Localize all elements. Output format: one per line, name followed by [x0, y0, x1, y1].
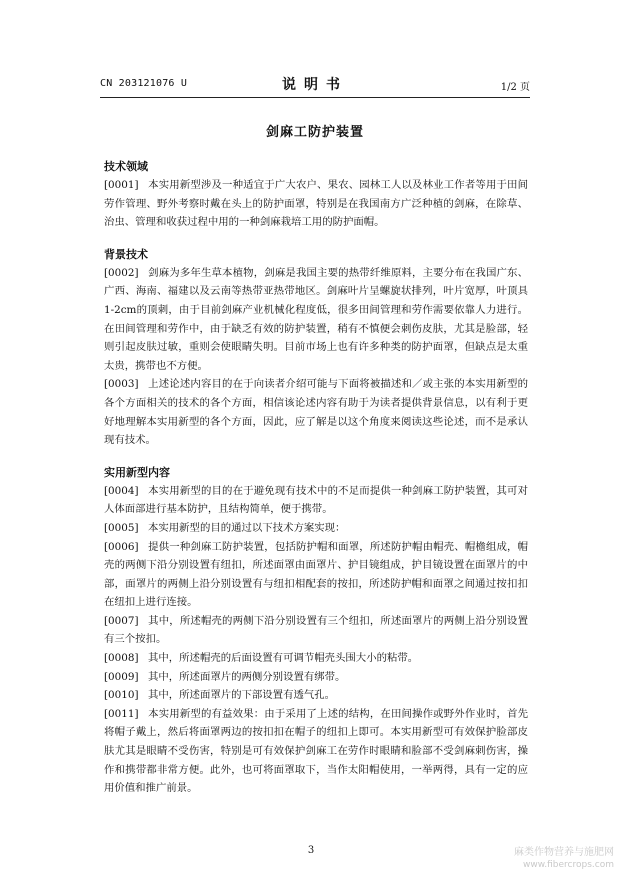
paragraph-number: [0009] — [104, 670, 139, 683]
paragraph-0010 — [104, 686, 528, 705]
section-heading: 实用新型内容 — [104, 465, 170, 479]
paragraph-text: 上述论述内容目的在于向读者介绍可能与下面将被描述和／或主张的本实用新型的各个方面相关的技术的各个方面，相信该论述内容有助于为读者提供背景信息，以有利于更好地理解本实用新型的各个方面，因此，应了解是以这个角度来阅读这些论述，而不是承认现有技术。 — [104, 378, 528, 447]
document-body — [104, 158, 528, 798]
paragraph-number: [0007] — [104, 614, 139, 627]
paragraph-text: 其中，所述面罩片的两侧分别设置有绑带。 — [148, 670, 346, 683]
paragraph-0011 — [104, 705, 528, 798]
watermark-site-name: 麻类作物营养与施肥网 — [514, 847, 614, 858]
paragraph-number: [0011] — [104, 707, 139, 720]
paragraph-0009 — [104, 668, 528, 687]
page-number: 3 — [307, 845, 315, 856]
document-title: 剑麻工防护装置 — [265, 125, 364, 140]
paragraph-number: [0006] — [104, 540, 139, 553]
paragraph-number: [0002] — [104, 266, 139, 279]
paragraph-text: 本实用新型涉及一种适宜于广大农户、果农、园林工人以及林业工作者等用于田间劳作管理、野外考察时戴在头上的防护面罩，特别是在我国南方广泛种植的剑麻，在除草、治虫、管理和收获过程中用的一种剑麻栽培工用的防护面帽。 — [104, 179, 528, 229]
paragraph-text: 本实用新型的目的在于避免现有技术中的不足而提供一种剑麻工防护装置，其可对人体面部进行基本防护，且结构简单，便于携带。 — [104, 484, 528, 516]
paragraph-number: [0010] — [104, 689, 139, 702]
header-rule — [100, 97, 530, 98]
paragraph-0005 — [104, 519, 528, 538]
paragraph-0004 — [104, 482, 528, 519]
paragraph-0003 — [104, 375, 528, 449]
paragraph-number: [0001] — [104, 179, 139, 191]
paragraph-text: 其中，所述帽壳的后面设置有可调节帽壳头围大小的粘带。 — [148, 652, 419, 665]
header-title: 说明书 — [282, 77, 348, 93]
site-watermark — [514, 846, 614, 872]
section-heading: 背景技术 — [104, 247, 148, 261]
paragraph-number: [0003] — [104, 378, 139, 391]
page-indicator: 1/2 页 — [500, 82, 530, 93]
paragraph-0001 — [104, 176, 528, 232]
paragraph-text: 其中，所述帽壳的两侧下沿分别设置有三个纽扣，所述面罩片的两侧上沿分别设置有三个按扣。 — [104, 614, 528, 646]
paragraph-text: 本实用新型的有益效果：由于采用了上述的结构，在田间操作或野外作业时，首先将帽子戴上，然后将面罩两边的按扣扣在帽子的纽扣上即可。本实用新型可有效保护脸部皮肤尤其是眼睛不受伤害，特别是可有效保护剑麻工在劳作时眼睛和脸部不受剑麻刺伤害，操作和携带都非常方便。此外，也可将面罩取下，当作太阳帽使用，一举两得，具有一定的应用价值和推广前景。 — [104, 707, 528, 795]
paragraph-text: 剑麻为多年生草本植物，剑麻是我国主要的热带纤维原料，主要分布在我国广东、广西、海南、福建以及云南等热带亚热带地区。剑麻叶片呈螺旋状排列，叶片宽厚，叶顶具1-2cm的顶刺，由于目前剑麻产业机械化程度低，很多田间管理和劳作需要依靠人力进行。在田间管理和劳作中，由于缺乏有效的防护装置，稍有不慎便会刺伤皮肤，尤其是脸部，轻则引起皮肤过敏，重则会使眼睛失明。目前市场上也有许多种类的防护面罩，但缺点是太重太贵，携带也不方便。 — [104, 266, 528, 372]
paragraph-0007 — [104, 612, 528, 649]
paragraph-0006 — [104, 538, 528, 612]
paragraph-number: [0008] — [104, 652, 139, 665]
section-heading: 技术领域 — [104, 160, 148, 173]
paragraph-text: 其中，所述面罩片的下部设置有透气孔。 — [148, 689, 336, 702]
paragraph-text: 本实用新型的目的通过以下技术方案实现： — [148, 521, 346, 534]
page-header — [100, 74, 530, 96]
watermark-site-url: www.fibercrops.com — [523, 860, 614, 870]
patent-number: CN 203121076 U — [100, 78, 188, 89]
paragraph-number: [0004] — [104, 484, 139, 497]
paragraph-number: [0005] — [104, 521, 139, 534]
paragraph-0002 — [104, 264, 528, 376]
paragraph-0008 — [104, 649, 528, 668]
paragraph-text: 提供一种剑麻工防护装置，包括防护帽和面罩，所述防护帽由帽壳、帽檐组成，帽壳的两侧下沿分别设置有纽扣，所述面罩由面罩片、护目镜组成，护目镜设置在面罩片的中部，面罩片的两侧上沿分别设置有与纽扣相配套的按扣，所述防护帽和面罩之间通过按扣扣在纽扣上进行连接。 — [104, 540, 528, 609]
